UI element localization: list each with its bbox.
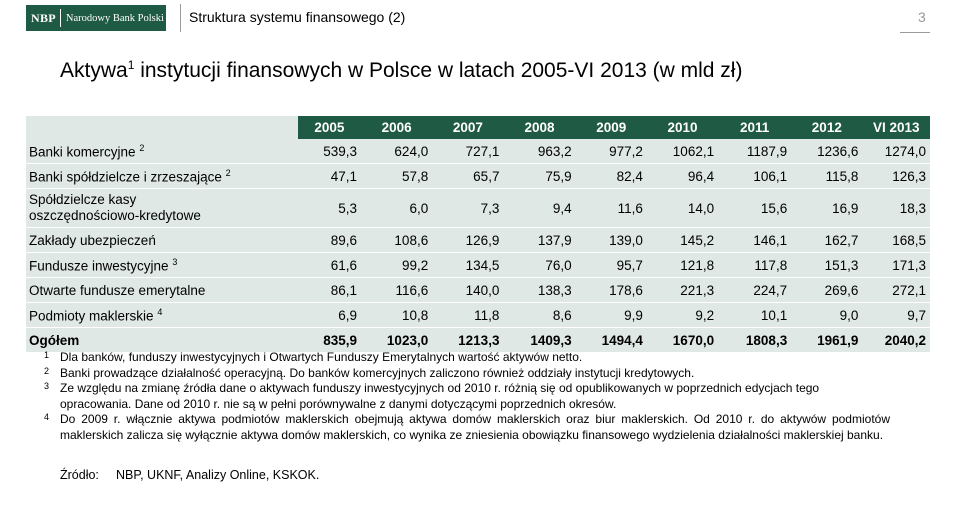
row-label-text: Banki komercyjne: [29, 144, 136, 160]
table-cell: 14,0: [647, 189, 718, 228]
table-cell: 57,8: [361, 164, 432, 189]
table-cell: 126,9: [432, 228, 503, 253]
table-cell: 539,3: [298, 139, 361, 164]
row-label: [26, 253, 298, 278]
footnote: [44, 350, 890, 366]
header-divider: [180, 4, 181, 32]
footnote: [44, 366, 890, 382]
table-cell: 269,6: [791, 278, 862, 303]
row-label-text: Fundusze inwestycyjne: [29, 258, 169, 274]
table-row: [26, 253, 930, 278]
table-cell: 9,9: [576, 303, 647, 328]
slide-header: [0, 0, 960, 36]
table-row: [26, 278, 930, 303]
table-row: [26, 303, 930, 328]
year-header: 2011: [718, 116, 791, 139]
table-row: [26, 139, 930, 164]
year-header: 2009: [576, 116, 647, 139]
table-cell: 9,2: [647, 303, 718, 328]
footnote-number: 2: [44, 365, 50, 376]
table-cell: 1670,0: [647, 328, 718, 353]
table-cell: 89,6: [298, 228, 361, 253]
table-cell: 1236,6: [791, 139, 862, 164]
logo-short-name: NBP: [31, 10, 56, 25]
table-cell: 75,9: [503, 164, 575, 189]
footnote: [44, 412, 890, 443]
table-cell: 151,3: [791, 253, 862, 278]
header-row: [26, 116, 930, 139]
row-label-text: Banki spółdzielcze i zrzeszające: [29, 169, 222, 185]
row-label: [26, 139, 298, 164]
row-label: Ogółem: [26, 328, 298, 353]
footnote-text: Banki prowadzące działalność operacyjną. Do banków komercyjnych zaliczono również oddziały instytucji kredytowych.: [60, 365, 695, 380]
title-text-start: Aktywa: [60, 59, 128, 82]
row-label-text: Podmioty maklerskie: [29, 308, 154, 324]
table-cell: 727,1: [432, 139, 503, 164]
table-cell: 171,3: [862, 253, 930, 278]
row-label-line: Spółdzielcze kasy: [29, 192, 137, 207]
footnote-ref: 2: [139, 142, 145, 153]
footnote: [44, 381, 890, 412]
footnote-text: Ze względu na zmianę źródła dane o aktywach funduszy inwestycyjnych od 2010 r. różnią się od opublikowanych w poprzednich edycjach tego opracowania. Dane od 2010 r. nie są w pełni porównywalne z danymi dotyczącymi poprzednich okresów.: [60, 381, 820, 411]
table-cell: 10,1: [718, 303, 791, 328]
assets-table: [26, 116, 930, 353]
table-cell: 1062,1: [647, 139, 718, 164]
table-cell: 168,5: [862, 228, 930, 253]
year-header: 2007: [432, 116, 503, 139]
footnotes: [44, 350, 890, 444]
logo-full-name: Narodowy Bank Polski: [65, 12, 164, 24]
table-cell: 61,6: [298, 253, 361, 278]
table-cell: 221,3: [647, 278, 718, 303]
page-title: [60, 58, 742, 83]
table-cell: 18,3: [862, 189, 930, 228]
table-cell: 126,3: [862, 164, 930, 189]
table-cell: 1409,3: [503, 328, 575, 353]
source-label: Źródło:: [60, 468, 99, 482]
table-cell: 96,4: [647, 164, 718, 189]
table-cell: 139,0: [576, 228, 647, 253]
table-cell: 8,6: [503, 303, 575, 328]
title-footnote-ref: 1: [127, 58, 135, 72]
table-cell: 137,9: [503, 228, 575, 253]
table-cell: 115,8: [791, 164, 862, 189]
table-cell: 108,6: [361, 228, 432, 253]
table-cell: 16,9: [791, 189, 862, 228]
table-cell: 15,6: [718, 189, 791, 228]
footnote-number: 1: [44, 350, 50, 360]
row-label: [26, 164, 298, 189]
table-cell: 178,6: [576, 278, 647, 303]
table-cell: 99,2: [361, 253, 432, 278]
row-label: Zakłady ubezpieczeń: [26, 228, 298, 253]
table-cell: 1213,3: [432, 328, 503, 353]
table-cell: 1808,3: [718, 328, 791, 353]
table-cell: 145,2: [647, 228, 718, 253]
table-cell: 9,7: [862, 303, 930, 328]
page-number-underline: [900, 32, 930, 33]
table-cell: 11,6: [576, 189, 647, 228]
table-cell: 82,4: [576, 164, 647, 189]
table-cell: 272,1: [862, 278, 930, 303]
table-cell: 6,9: [298, 303, 361, 328]
page-number: 3: [918, 9, 926, 25]
table-cell: 10,8: [361, 303, 432, 328]
table-cell: 117,8: [718, 253, 791, 278]
table-cell: 76,0: [503, 253, 575, 278]
year-header: 2012: [791, 116, 862, 139]
table-cell: 1274,0: [862, 139, 930, 164]
table-cell: 224,7: [718, 278, 791, 303]
table-cell: 9,4: [503, 189, 575, 228]
row-label: Otwarte fundusze emerytalne: [26, 278, 298, 303]
footnote-number: 3: [44, 381, 50, 392]
total-row: [26, 328, 930, 353]
footnote-ref: 2: [225, 167, 231, 178]
footnote-number: 4: [44, 412, 50, 423]
row-label-line: oszczędnościowo-kredytowe: [29, 208, 201, 223]
row-label: [26, 189, 298, 228]
table-cell: 6,0: [361, 189, 432, 228]
source-line: [60, 468, 319, 482]
table-cell: 1494,4: [576, 328, 647, 353]
table-cell: 146,1: [718, 228, 791, 253]
table-cell: 11,8: [432, 303, 503, 328]
table-cell: 7,3: [432, 189, 503, 228]
table-cell: 835,9: [298, 328, 361, 353]
table-cell: 1023,0: [361, 328, 432, 353]
table-cell: 5,3: [298, 189, 361, 228]
footnote-text: Dla banków, funduszy inwestycyjnych i Otwartych Funduszy Emerytalnych wartość aktywów netto.: [60, 350, 583, 364]
table-row: [26, 228, 930, 253]
table-cell: 116,6: [361, 278, 432, 303]
slide-section-title: Struktura systemu finansowego (2): [189, 9, 406, 25]
table-cell: 162,7: [791, 228, 862, 253]
table-cell: 963,2: [503, 139, 575, 164]
table-cell: 9,0: [791, 303, 862, 328]
table-cell: 1187,9: [718, 139, 791, 164]
row-label: [26, 303, 298, 328]
year-header: 2005: [298, 116, 361, 139]
footnote-text: Do 2009 r. włącznie aktywa podmiotów maklerskich obejmują aktywa domów maklerskich oraz biur maklerskich. Od 2010 r. do aktywów podmiotów maklerskich zalicza się wyłącznie aktywa domów maklerskich, co wynika ze zniesienia obowiązku finansowego wydzielenia działalności maklerskiej banku.: [60, 412, 890, 442]
table-cell: 47,1: [298, 164, 361, 189]
table-cell: 140,0: [432, 278, 503, 303]
table-cell: 65,7: [432, 164, 503, 189]
table-cell: 106,1: [718, 164, 791, 189]
table-cell: 1961,9: [791, 328, 862, 353]
source-text: NBP, UKNF, Analizy Online, KSKOK.: [116, 468, 320, 482]
table-cell: 138,3: [503, 278, 575, 303]
footnote-ref: 4: [157, 306, 163, 317]
table-cell: 134,5: [432, 253, 503, 278]
table-cell: 2040,2: [862, 328, 930, 353]
table-row: [26, 164, 930, 189]
year-header: 2008: [503, 116, 575, 139]
table-cell: 95,7: [576, 253, 647, 278]
year-header: VI 2013: [862, 116, 930, 139]
footnote-ref: 3: [172, 256, 178, 267]
nbp-logo: [26, 5, 166, 31]
table-cell: 624,0: [361, 139, 432, 164]
table-cell: 977,2: [576, 139, 647, 164]
table-row: [26, 189, 930, 228]
title-text-end: instytucji finansowych w Polsce w latach 2005-VI 2013 (w mld zł): [134, 59, 743, 82]
table-cell: 86,1: [298, 278, 361, 303]
year-header: 2006: [361, 116, 432, 139]
header-corner: [26, 116, 298, 139]
year-header: 2010: [647, 116, 718, 139]
table-cell: 121,8: [647, 253, 718, 278]
